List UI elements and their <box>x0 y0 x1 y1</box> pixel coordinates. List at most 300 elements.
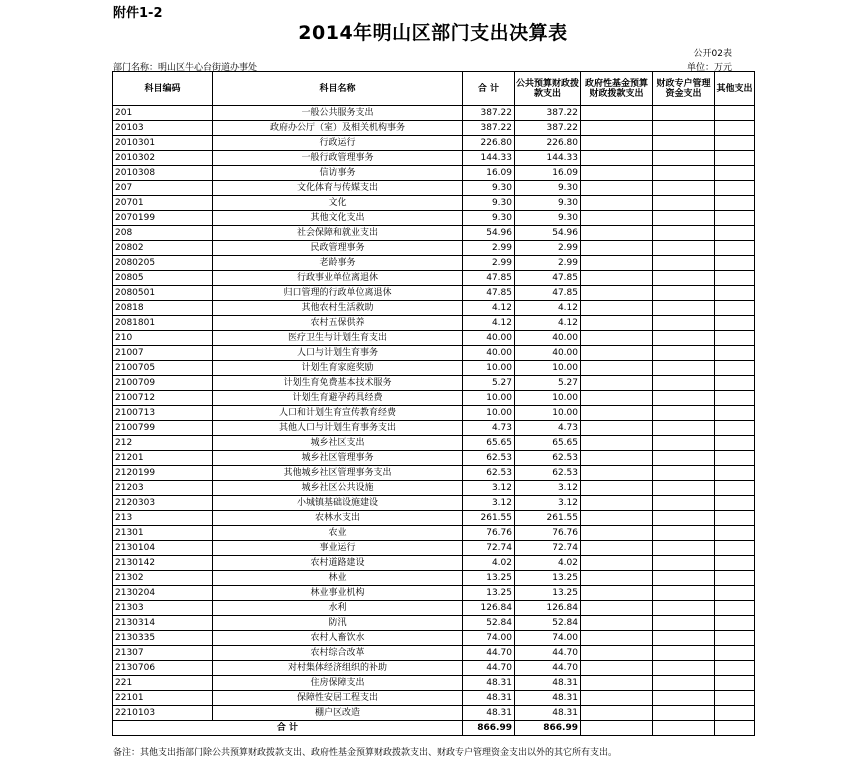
cell-name: 其他城乡社区管理事务支出 <box>213 466 463 481</box>
table-row <box>113 526 755 541</box>
cell-other <box>715 331 755 346</box>
cell-public-budget: 4.73 <box>515 421 581 436</box>
cell-special-account <box>653 586 715 601</box>
cell-other <box>715 361 755 376</box>
table-row <box>113 361 755 376</box>
cell-other <box>715 211 755 226</box>
cell-fund-budget <box>581 646 653 661</box>
cell-code: 210 <box>113 331 213 346</box>
cell-name: 文化 <box>213 196 463 211</box>
table-row <box>113 466 755 481</box>
table-row <box>113 691 755 706</box>
cell-name: 人口和计划生育宣传教育经费 <box>213 406 463 421</box>
table-row <box>113 226 755 241</box>
cell-code: 2010301 <box>113 136 213 151</box>
cell-fund-budget <box>581 121 653 136</box>
cell-other <box>715 511 755 526</box>
table-row <box>113 646 755 661</box>
cell-special-account <box>653 601 715 616</box>
cell-fund-budget <box>581 541 653 556</box>
cell-public-budget: 54.96 <box>515 226 581 241</box>
table-row <box>113 196 755 211</box>
cell-other <box>715 151 755 166</box>
cell-other <box>715 241 755 256</box>
cell-total: 76.76 <box>463 526 515 541</box>
cell-total: 48.31 <box>463 691 515 706</box>
cell-other <box>715 466 755 481</box>
cell-public-budget: 52.84 <box>515 616 581 631</box>
cell-public-budget: 4.12 <box>515 301 581 316</box>
unit-label: 单位：万元 <box>686 63 732 73</box>
cell-special-account <box>653 241 715 256</box>
cell-special-account <box>653 421 715 436</box>
cell-name: 棚户区改造 <box>213 706 463 721</box>
cell-special-account <box>653 151 715 166</box>
cell-code: 2100709 <box>113 376 213 391</box>
table-row <box>113 151 755 166</box>
header-other: 其他支出 <box>715 72 755 106</box>
table-row <box>113 496 755 511</box>
cell-other <box>715 181 755 196</box>
cell-public-budget: 48.31 <box>515 706 581 721</box>
cell-other <box>715 121 755 136</box>
cell-total: 261.55 <box>463 511 515 526</box>
total-other <box>715 721 755 736</box>
cell-name: 一般公共服务支出 <box>213 106 463 121</box>
cell-public-budget: 47.85 <box>515 271 581 286</box>
cell-name: 其他人口与计划生育事务支出 <box>213 421 463 436</box>
cell-other <box>715 661 755 676</box>
cell-code: 20802 <box>113 241 213 256</box>
cell-code: 2120199 <box>113 466 213 481</box>
cell-fund-budget <box>581 106 653 121</box>
cell-fund-budget <box>581 316 653 331</box>
cell-special-account <box>653 256 715 271</box>
cell-fund-budget <box>581 331 653 346</box>
attachment-label: 附件1-2 <box>113 6 163 21</box>
cell-name: 林业 <box>213 571 463 586</box>
table-row <box>113 316 755 331</box>
cell-special-account <box>653 331 715 346</box>
cell-other <box>715 406 755 421</box>
cell-total: 9.30 <box>463 196 515 211</box>
total-row <box>113 721 755 736</box>
cell-name: 农林水支出 <box>213 511 463 526</box>
cell-public-budget: 144.33 <box>515 151 581 166</box>
cell-code: 2081801 <box>113 316 213 331</box>
cell-name: 农村综合改革 <box>213 646 463 661</box>
cell-name: 文化体育与传媒支出 <box>213 181 463 196</box>
cell-fund-budget <box>581 511 653 526</box>
cell-fund-budget <box>581 631 653 646</box>
cell-code: 2130104 <box>113 541 213 556</box>
cell-code: 2010302 <box>113 151 213 166</box>
cell-code: 21201 <box>113 451 213 466</box>
cell-total: 13.25 <box>463 571 515 586</box>
cell-special-account <box>653 481 715 496</box>
cell-special-account <box>653 376 715 391</box>
cell-special-account <box>653 361 715 376</box>
cell-fund-budget <box>581 526 653 541</box>
cell-other <box>715 106 755 121</box>
cell-code: 213 <box>113 511 213 526</box>
cell-public-budget: 2.99 <box>515 241 581 256</box>
cell-fund-budget <box>581 436 653 451</box>
cell-special-account <box>653 646 715 661</box>
cell-public-budget: 16.09 <box>515 166 581 181</box>
cell-special-account <box>653 346 715 361</box>
cell-public-budget: 72.74 <box>515 541 581 556</box>
cell-total: 48.31 <box>463 706 515 721</box>
cell-public-budget: 40.00 <box>515 331 581 346</box>
cell-special-account <box>653 226 715 241</box>
cell-code: 2080501 <box>113 286 213 301</box>
cell-total: 40.00 <box>463 331 515 346</box>
table-body <box>113 106 755 721</box>
cell-other <box>715 586 755 601</box>
cell-total: 4.02 <box>463 556 515 571</box>
cell-other <box>715 616 755 631</box>
table-row <box>113 181 755 196</box>
cell-special-account <box>653 181 715 196</box>
cell-special-account <box>653 271 715 286</box>
form-number: 公开02表 <box>693 49 732 59</box>
cell-fund-budget <box>581 226 653 241</box>
cell-code: 2100713 <box>113 406 213 421</box>
total-fund <box>581 721 653 736</box>
cell-special-account <box>653 166 715 181</box>
header-special-account: 财政专户管理资金支出 <box>653 72 715 106</box>
table-row <box>113 241 755 256</box>
cell-total: 48.31 <box>463 676 515 691</box>
table-row <box>113 106 755 121</box>
cell-code: 208 <box>113 226 213 241</box>
cell-other <box>715 316 755 331</box>
cell-special-account <box>653 211 715 226</box>
cell-total: 4.73 <box>463 421 515 436</box>
cell-name: 医疗卫生与计划生育支出 <box>213 331 463 346</box>
cell-other <box>715 391 755 406</box>
cell-name: 城乡社区支出 <box>213 436 463 451</box>
cell-name: 一般行政管理事务 <box>213 151 463 166</box>
cell-fund-budget <box>581 556 653 571</box>
cell-total: 40.00 <box>463 346 515 361</box>
cell-other <box>715 631 755 646</box>
cell-special-account <box>653 676 715 691</box>
cell-code: 207 <box>113 181 213 196</box>
cell-total: 65.65 <box>463 436 515 451</box>
cell-other <box>715 271 755 286</box>
cell-public-budget: 74.00 <box>515 631 581 646</box>
cell-other <box>715 451 755 466</box>
cell-special-account <box>653 631 715 646</box>
cell-total: 5.27 <box>463 376 515 391</box>
cell-code: 21301 <box>113 526 213 541</box>
cell-fund-budget <box>581 391 653 406</box>
cell-total: 72.74 <box>463 541 515 556</box>
cell-code: 21007 <box>113 346 213 361</box>
cell-fund-budget <box>581 211 653 226</box>
cell-special-account <box>653 616 715 631</box>
total-special <box>653 721 715 736</box>
cell-fund-budget <box>581 151 653 166</box>
cell-name: 水利 <box>213 601 463 616</box>
cell-total: 10.00 <box>463 391 515 406</box>
cell-total: 13.25 <box>463 586 515 601</box>
cell-public-budget: 261.55 <box>515 511 581 526</box>
cell-special-account <box>653 286 715 301</box>
table-row <box>113 211 755 226</box>
cell-name: 农村五保供养 <box>213 316 463 331</box>
cell-public-budget: 5.27 <box>515 376 581 391</box>
cell-fund-budget <box>581 196 653 211</box>
cell-code: 221 <box>113 676 213 691</box>
table-row <box>113 391 755 406</box>
cell-name: 民政管理事务 <box>213 241 463 256</box>
cell-name: 信访事务 <box>213 166 463 181</box>
cell-public-budget: 10.00 <box>515 406 581 421</box>
cell-public-budget: 10.00 <box>515 391 581 406</box>
cell-other <box>715 166 755 181</box>
table-row <box>113 421 755 436</box>
cell-fund-budget <box>581 181 653 196</box>
cell-name: 城乡社区公共设施 <box>213 481 463 496</box>
cell-special-account <box>653 301 715 316</box>
cell-public-budget: 44.70 <box>515 646 581 661</box>
table-row <box>113 406 755 421</box>
cell-total: 54.96 <box>463 226 515 241</box>
cell-public-budget: 48.31 <box>515 691 581 706</box>
table-row <box>113 301 755 316</box>
cell-special-account <box>653 391 715 406</box>
cell-public-budget: 9.30 <box>515 181 581 196</box>
cell-special-account <box>653 121 715 136</box>
cell-fund-budget <box>581 676 653 691</box>
cell-other <box>715 571 755 586</box>
cell-other <box>715 286 755 301</box>
cell-special-account <box>653 541 715 556</box>
cell-special-account <box>653 196 715 211</box>
cell-special-account <box>653 406 715 421</box>
cell-total: 52.84 <box>463 616 515 631</box>
cell-public-budget: 3.12 <box>515 496 581 511</box>
cell-public-budget: 387.22 <box>515 106 581 121</box>
table-row <box>113 166 755 181</box>
cell-other <box>715 436 755 451</box>
cell-total: 4.12 <box>463 316 515 331</box>
cell-fund-budget <box>581 616 653 631</box>
cell-special-account <box>653 496 715 511</box>
cell-name: 林业事业机构 <box>213 586 463 601</box>
table-row <box>113 121 755 136</box>
cell-public-budget: 4.02 <box>515 556 581 571</box>
cell-total: 9.30 <box>463 181 515 196</box>
cell-name: 人口与计划生育事务 <box>213 346 463 361</box>
cell-name: 农业 <box>213 526 463 541</box>
cell-code: 22101 <box>113 691 213 706</box>
cell-public-budget: 226.80 <box>515 136 581 151</box>
cell-public-budget: 44.70 <box>515 661 581 676</box>
cell-public-budget: 9.30 <box>515 196 581 211</box>
table-row <box>113 331 755 346</box>
cell-code: 2100712 <box>113 391 213 406</box>
cell-total: 62.53 <box>463 466 515 481</box>
cell-public-budget: 40.00 <box>515 346 581 361</box>
header-row <box>113 72 755 106</box>
cell-other <box>715 646 755 661</box>
cell-other <box>715 496 755 511</box>
cell-public-budget: 3.12 <box>515 481 581 496</box>
cell-code: 2010308 <box>113 166 213 181</box>
cell-public-budget: 62.53 <box>515 451 581 466</box>
cell-code: 2120303 <box>113 496 213 511</box>
cell-name: 其他文化支出 <box>213 211 463 226</box>
cell-special-account <box>653 571 715 586</box>
cell-public-budget: 4.12 <box>515 316 581 331</box>
cell-code: 2130314 <box>113 616 213 631</box>
cell-name: 对村集体经济组织的补助 <box>213 661 463 676</box>
cell-name: 防汛 <box>213 616 463 631</box>
cell-name: 计划生育免费基本技术服务 <box>213 376 463 391</box>
cell-fund-budget <box>581 166 653 181</box>
header-code: 科目编码 <box>113 72 213 106</box>
cell-total: 10.00 <box>463 406 515 421</box>
cell-other <box>715 346 755 361</box>
table-row <box>113 631 755 646</box>
cell-code: 2130204 <box>113 586 213 601</box>
cell-public-budget: 9.30 <box>515 211 581 226</box>
cell-total: 47.85 <box>463 286 515 301</box>
cell-total: 16.09 <box>463 166 515 181</box>
cell-public-budget: 47.85 <box>515 286 581 301</box>
table-row <box>113 706 755 721</box>
cell-fund-budget <box>581 406 653 421</box>
cell-name: 事业运行 <box>213 541 463 556</box>
cell-code: 2080205 <box>113 256 213 271</box>
cell-total: 62.53 <box>463 451 515 466</box>
department-name: 部门名称：明山区牛心台街道办事处 <box>113 63 258 73</box>
cell-special-account <box>653 661 715 676</box>
cell-fund-budget <box>581 286 653 301</box>
cell-fund-budget <box>581 256 653 271</box>
table-row <box>113 676 755 691</box>
cell-other <box>715 136 755 151</box>
cell-fund-budget <box>581 271 653 286</box>
cell-other <box>715 706 755 721</box>
cell-public-budget: 65.65 <box>515 436 581 451</box>
cell-code: 201 <box>113 106 213 121</box>
cell-code: 2130335 <box>113 631 213 646</box>
table-row <box>113 601 755 616</box>
cell-code: 2070199 <box>113 211 213 226</box>
cell-special-account <box>653 451 715 466</box>
cell-fund-budget <box>581 496 653 511</box>
cell-special-account <box>653 691 715 706</box>
cell-fund-budget <box>581 571 653 586</box>
cell-name: 住房保障支出 <box>213 676 463 691</box>
cell-special-account <box>653 706 715 721</box>
cell-other <box>715 226 755 241</box>
table-row <box>113 451 755 466</box>
cell-name: 计划生育避孕药具经费 <box>213 391 463 406</box>
cell-public-budget: 126.84 <box>515 601 581 616</box>
cell-special-account <box>653 136 715 151</box>
table-row <box>113 556 755 571</box>
header-public-budget: 公共预算财政拨款支出 <box>515 72 581 106</box>
table-row <box>113 481 755 496</box>
cell-special-account <box>653 106 715 121</box>
cell-fund-budget <box>581 706 653 721</box>
table-row <box>113 271 755 286</box>
cell-other <box>715 526 755 541</box>
cell-total: 126.84 <box>463 601 515 616</box>
table-row <box>113 136 755 151</box>
cell-total: 387.22 <box>463 106 515 121</box>
cell-code: 21302 <box>113 571 213 586</box>
cell-public-budget: 62.53 <box>515 466 581 481</box>
total-label: 合 计 <box>113 721 463 736</box>
cell-fund-budget <box>581 661 653 676</box>
cell-fund-budget <box>581 601 653 616</box>
cell-code: 212 <box>113 436 213 451</box>
cell-other <box>715 376 755 391</box>
cell-public-budget: 48.31 <box>515 676 581 691</box>
cell-public-budget: 76.76 <box>515 526 581 541</box>
cell-name: 保障性安居工程支出 <box>213 691 463 706</box>
expenditure-table <box>112 71 755 736</box>
cell-other <box>715 601 755 616</box>
cell-fund-budget <box>581 421 653 436</box>
cell-code: 21203 <box>113 481 213 496</box>
cell-fund-budget <box>581 136 653 151</box>
cell-total: 3.12 <box>463 481 515 496</box>
total-public: 866.99 <box>515 721 581 736</box>
total-sum: 866.99 <box>463 721 515 736</box>
cell-other <box>715 421 755 436</box>
table-row <box>113 346 755 361</box>
cell-code: 20103 <box>113 121 213 136</box>
cell-code: 21303 <box>113 601 213 616</box>
cell-name: 农村道路建设 <box>213 556 463 571</box>
cell-total: 44.70 <box>463 661 515 676</box>
cell-fund-budget <box>581 451 653 466</box>
cell-total: 47.85 <box>463 271 515 286</box>
cell-fund-budget <box>581 481 653 496</box>
cell-public-budget: 387.22 <box>515 121 581 136</box>
cell-code: 20818 <box>113 301 213 316</box>
cell-public-budget: 2.99 <box>515 256 581 271</box>
table-row <box>113 571 755 586</box>
cell-total: 74.00 <box>463 631 515 646</box>
page-title: 2014年明山区部门支出决算表 <box>298 22 568 44</box>
cell-other <box>715 691 755 706</box>
table-row <box>113 586 755 601</box>
cell-fund-budget <box>581 691 653 706</box>
cell-code: 2100799 <box>113 421 213 436</box>
cell-total: 226.80 <box>463 136 515 151</box>
cell-name: 农村人畜饮水 <box>213 631 463 646</box>
table-row <box>113 436 755 451</box>
cell-fund-budget <box>581 241 653 256</box>
cell-fund-budget <box>581 301 653 316</box>
cell-code: 2210103 <box>113 706 213 721</box>
cell-name: 政府办公厅（室）及相关机构事务 <box>213 121 463 136</box>
cell-total: 9.30 <box>463 211 515 226</box>
cell-code: 2130142 <box>113 556 213 571</box>
cell-name: 行政事业单位离退休 <box>213 271 463 286</box>
cell-total: 144.33 <box>463 151 515 166</box>
cell-name: 计划生育家庭奖励 <box>213 361 463 376</box>
